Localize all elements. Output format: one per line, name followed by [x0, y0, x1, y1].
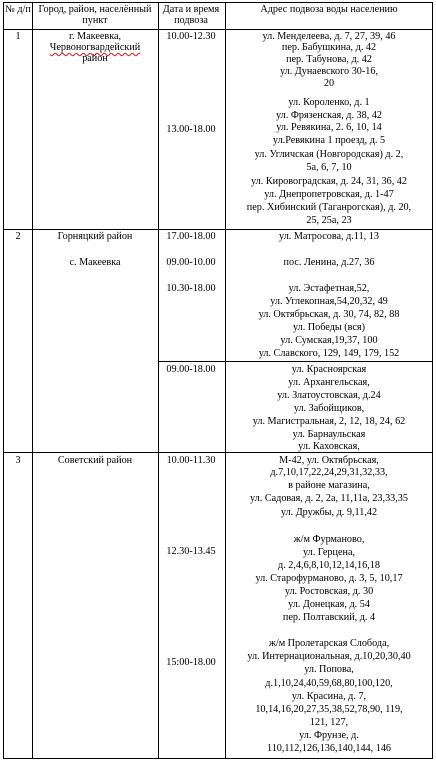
row2-time: 10.30-18.00: [166, 283, 216, 294]
column-divider: [158, 2, 159, 759]
row1-address-line: ул. Днепропетровская, д. 1-47: [264, 189, 394, 200]
row2-time: 09.00-10.00: [166, 257, 216, 268]
row3-address-line: ул. Фрунзе, д.: [299, 730, 359, 741]
row1-address-line: ул. Ревякина, 2. 6, 10, 14: [276, 122, 382, 133]
row2-address-line: ул. Сумская,19,37, 100: [280, 335, 378, 346]
row3-address-line: ул. Красина, д. 7,: [291, 691, 367, 702]
row1-address-line: пер. Бабушкина, д. 42: [281, 42, 377, 53]
row3-num: 3: [15, 455, 21, 466]
row2-address-line: ул. Златоустовская, д.24: [277, 390, 381, 401]
row1-time: 13.00-18.00: [166, 124, 216, 135]
row2-address-line: ул. Матросова, д.11, 13: [279, 231, 379, 242]
row3-address-line: ул. Интернациональная, д.10,20,30,40: [247, 651, 411, 662]
row1-num: 1: [15, 31, 21, 42]
row1-address-line: ул. Фрязенская, д. 38, 42: [275, 110, 383, 121]
row3-address-line: д.1,10,24,40,59,68,80,100,120,: [265, 678, 393, 689]
header-date: Дата и время подвоза: [162, 4, 220, 26]
row3-address-line: ул. Старофурманово, д. 3, 5, 10,17: [255, 573, 403, 584]
row3-address-line: пер. Полтавский, д. 4: [282, 612, 376, 623]
row1-address-line: пер. Табунова, д. 42: [286, 54, 372, 65]
row3-address-line: 121, 127,: [309, 717, 349, 728]
row2-address-line: ул. Архангельская,: [288, 377, 370, 388]
row1-address-line: ул. Дунаевского 30-16,: [279, 66, 379, 77]
row3-address-line: ул. Дружбы, д. 9,11,42: [280, 507, 378, 518]
row3-address-line: ул. Донецкая, д. 54: [288, 599, 370, 610]
header-divider: [3, 29, 433, 30]
row3-city-line: Советский район: [57, 455, 133, 466]
row3-address-line: д.7,10,17,22,24,29,31,32,33,: [270, 467, 388, 478]
row3-address-line: ж/м Пролетарская Слобода,: [268, 638, 390, 649]
row3-address-line: в районе магазина,: [288, 480, 370, 491]
row2-num: 2: [15, 231, 21, 242]
row2-address-line: ул. Красноярская: [291, 364, 367, 375]
row3-address-line: 10,14,16,20,27,35,38,52,78,90, 119,: [255, 704, 403, 715]
row1-city-line: Червоногвардейский: [49, 42, 141, 53]
row3-address-line: ул. Ростовская, д. 30: [284, 586, 374, 597]
column-divider: [32, 2, 33, 759]
row3-address-line: ж/м Фурманово,: [293, 534, 365, 545]
row2-address-line: ул. Углекопная,54,20,32, 49: [270, 296, 388, 307]
row2-time: 09.00-18.00: [166, 364, 216, 375]
table-border-right: [432, 2, 433, 759]
table-border-top: [3, 2, 433, 3]
row2-time: 17.00-18.00: [166, 231, 216, 242]
table-border-left: [3, 2, 4, 759]
row2-address-line: ул. Славского, 129, 149, 179, 152: [258, 348, 400, 359]
header-address: Адрес подвоза воды населению: [260, 4, 398, 15]
row1-time: 10.00-12.30: [166, 31, 216, 42]
row2-address-line: ул. Каховская,: [298, 441, 360, 452]
row3-address-line: д. 2,4,6,8,10,12,14,16,18: [278, 560, 380, 571]
header-city: Город, район, населённый пункт: [38, 4, 152, 26]
row1-address-line: ул.Ревякина 1 проезд, д. 5: [272, 135, 386, 146]
row1-address-line: 5а, 6, 7, 10: [306, 162, 352, 173]
row1-city-line: г. Макеевка,: [68, 31, 122, 42]
row1-address-line: пер. Хибинский (Таганрогская), д. 20,: [246, 202, 412, 213]
row3-address-line: ул. Попова,: [304, 664, 354, 675]
row-divider: [3, 229, 433, 230]
row1-address-line: 20: [323, 78, 335, 89]
row1-address-line: ул. Менделеева, д. 7, 27, 39, 46: [262, 31, 396, 42]
row2-address-line: пос. Ленина, д.27, 36: [283, 257, 375, 268]
row2-address-line: ул. Магистральная, 2, 12, 18, 24, 62: [252, 416, 406, 427]
row3-time: 15:00-18.00: [166, 657, 216, 668]
row1-address-line: ул. Кировоградская, д. 24, 31, 36, 42: [251, 176, 407, 187]
row2-address-line: ул. Эстафетная,52,: [288, 283, 370, 294]
row1-address-line: ул. Короленко, д. 1: [288, 97, 370, 108]
sub-row-divider: [158, 361, 433, 362]
row2-address-line: ул. Барнаульская: [292, 429, 366, 440]
row3-address-line: ул. Герцена,: [302, 547, 356, 558]
row2-city-line: с. Макеевка: [69, 257, 121, 268]
header-num: № д/п: [5, 4, 31, 15]
row3-address-line: М-42, ул. Октябрьская,: [279, 455, 379, 466]
row1-city-line: район: [82, 53, 108, 64]
table-border-bottom: [3, 758, 433, 759]
column-divider: [225, 2, 226, 759]
row3-time: 12.30-13.45: [166, 546, 216, 557]
row2-city-line: Горняцкий район: [57, 231, 133, 242]
row1-address-line: 25, 25а, 23: [306, 215, 352, 226]
row3-address-line: 110,112,126,136,140,144, 146: [266, 743, 392, 754]
row2-address-line: ул. Победы (вся): [292, 322, 366, 333]
row2-address-line: ул. Октябрьская, д. 30, 74, 82, 88: [258, 309, 400, 320]
row2-address-line: ул. Забойщиков,: [293, 403, 365, 414]
row-divider: [3, 452, 433, 453]
row3-address-line: ул. Садовая, д. 2, 2а, 11,11а, 23,33,35: [249, 493, 409, 504]
row1-address-line: ул. Угличская (Новгородская) д. 2,: [254, 149, 404, 160]
row3-time: 10.00-11.30: [166, 455, 216, 466]
